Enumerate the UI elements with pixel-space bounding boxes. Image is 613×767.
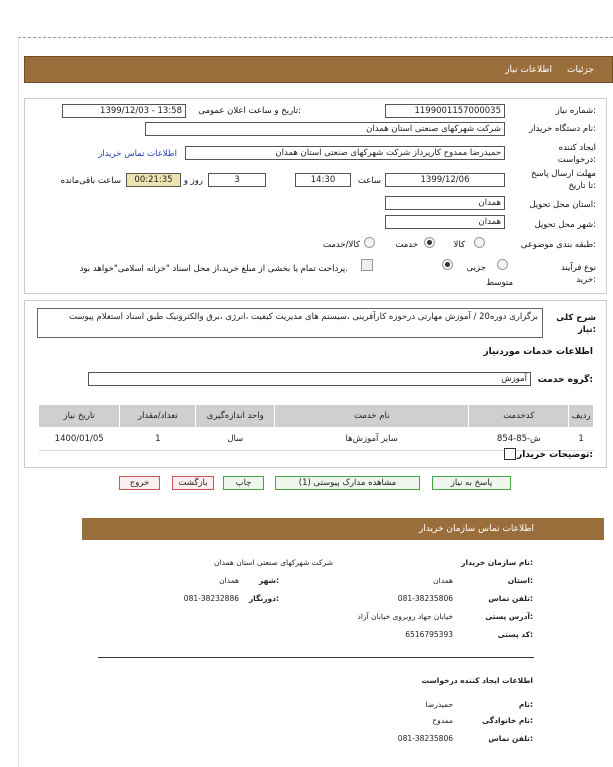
days-field: 3 xyxy=(208,173,266,187)
deadline-date-field: 1399/12/06 xyxy=(385,173,505,187)
category-service-radio[interactable] xyxy=(424,237,435,248)
creator-phone-value: 081-38235806 xyxy=(397,734,453,743)
province-field: همدان xyxy=(385,196,505,210)
creator-family-value: ممدوح xyxy=(432,716,453,725)
deadline-time-field: 14:30 xyxy=(295,173,351,187)
need-number-field: 1199001157000035 xyxy=(385,104,505,118)
creator-name-value: حمیدرضا xyxy=(425,700,453,709)
description-label: شرح کلی نیاز: xyxy=(556,313,596,335)
th-unit: واحد اندازه‌گیری xyxy=(196,405,275,428)
creator-label: ایجاد کننده درخواست: xyxy=(557,143,596,165)
time-label: ساعت xyxy=(357,176,381,186)
cell-name: سایر آموزش‌ها xyxy=(275,428,469,451)
cell-row: 1 xyxy=(569,428,594,451)
process-partial-radio[interactable] xyxy=(497,259,508,270)
th-code: کدخدمت xyxy=(469,405,569,428)
announce-field: 1399/12/03 - 13:58 xyxy=(62,104,186,118)
process-medium-label: متوسط xyxy=(486,278,513,288)
page-left-border xyxy=(18,37,19,767)
need-number-label: شماره نیاز: xyxy=(555,106,596,116)
cell-unit: سال xyxy=(196,428,275,451)
th-qty: تعداد/مقدار xyxy=(120,405,196,428)
services-table xyxy=(38,404,594,451)
payment-note: پرداخت تمام یا بخشی از مبلغ خرید،از محل اسناد "خزانه اسلامی"خواهد بود. xyxy=(79,264,348,274)
buyer-org-field: شرکت شهرکهای صنعتی استان همدان xyxy=(145,122,505,136)
reply-button[interactable]: پاسخ به نیاز xyxy=(432,476,511,490)
category-label: طبقه بندی موضوعی: xyxy=(520,240,596,250)
contact-org-value: شرکت شهرکهای صنعتی استان همدان xyxy=(214,558,333,567)
buyer-contact-link[interactable]: اطلاعات تماس خریدار xyxy=(98,149,177,159)
th-date: تاریخ نیاز xyxy=(39,405,120,428)
contact-postal-label: کد پستی: xyxy=(497,630,533,639)
city-label: شهر محل تحویل: xyxy=(534,220,596,230)
creator-section-title: اطلاعات ایجاد کننده درخواست xyxy=(421,676,533,685)
th-row: ردیف xyxy=(569,405,594,428)
process-partial-label: جزیی xyxy=(466,263,486,273)
contact-province-label: استان: xyxy=(507,576,533,585)
creator-field: حمیدرضا ممدوح کارپرداز شرکت شهرکهای صنعتی استان همدان xyxy=(185,146,505,160)
services-title: اطلاعات خدمات موردنیاز xyxy=(483,347,593,357)
category-both-label: کالا/خدمت xyxy=(323,240,360,250)
city-field: همدان xyxy=(385,215,505,229)
contact-postal-value: 6516795393 xyxy=(405,630,453,639)
process-label: نوع فرآیند خرید: xyxy=(560,263,596,285)
cell-qty: 1 xyxy=(120,428,196,451)
attachments-button[interactable]: مشاهده مدارک پیوستی (1) xyxy=(275,476,420,490)
service-group-field: آموزش xyxy=(88,372,531,386)
contact-header-bar xyxy=(82,518,604,540)
creator-phone-label: تلفن تماس: xyxy=(488,734,533,743)
contact-title: اطلاعات تماس سازمان خریدار xyxy=(418,524,534,534)
deadline-label: مهلت ارسال پاسخ تا تاریخ: xyxy=(531,169,596,191)
category-service-label: خدمت xyxy=(395,240,418,250)
contact-address-label: آدرس پستی: xyxy=(485,612,533,621)
cell-code: ش-85-854 xyxy=(469,428,569,451)
header-bar xyxy=(24,56,613,83)
remaining-time-field: 00:21:35 xyxy=(126,173,181,187)
tab-details[interactable]: جزئیات xyxy=(567,65,594,75)
description-text: برگزاری دوره20 / آموزش مهارتی درحوزه کارآفرینی ،سیستم های مدیریت کیفیت ،انرژی ،برق والکترونیک طبق اسناد استعلام پیوست xyxy=(37,308,543,338)
tab-need-info[interactable]: اطلاعات نیاز xyxy=(505,65,552,75)
th-name: نام خدمت xyxy=(275,405,469,428)
contact-org-label: نام سازمان خریدار: xyxy=(461,558,533,567)
contact-phone-value: 081-38235806 xyxy=(397,594,453,603)
contact-phone-label: تلفن تماس: xyxy=(488,594,533,603)
contact-fax-label: دورنگار: xyxy=(248,594,279,603)
day-label: روز و xyxy=(183,176,203,186)
creator-name-label: نام: xyxy=(518,700,533,709)
contact-fax-value: 081-38232886 xyxy=(183,594,239,603)
contact-city-label: شهر: xyxy=(259,576,279,585)
creator-family-label: نام خانوادگی: xyxy=(482,716,533,725)
contact-city-value: همدان xyxy=(219,576,239,585)
announce-label: تاریخ و ساعت اعلان عمومی: xyxy=(198,106,301,116)
category-goods-label: کالا xyxy=(453,240,465,250)
payment-checkbox[interactable] xyxy=(361,259,373,271)
contact-divider xyxy=(98,657,534,658)
contact-province-value: همدان xyxy=(433,576,453,585)
category-goods-radio[interactable] xyxy=(474,237,485,248)
back-button[interactable]: بازگشت xyxy=(172,476,214,490)
buyer-org-label: نام دستگاه خریدار: xyxy=(529,124,596,134)
service-group-label: گروه خدمت: xyxy=(537,375,593,385)
process-medium-radio[interactable] xyxy=(442,259,453,270)
cell-date: 1400/01/05 xyxy=(39,428,120,451)
contact-address-value: خیابان جهاد روبروی خیابان آزاد xyxy=(357,612,453,621)
remaining-label: ساعت باقی‌مانده xyxy=(60,176,121,186)
print-button[interactable]: چاپ xyxy=(223,476,264,490)
category-both-radio[interactable] xyxy=(364,237,375,248)
province-label: استان محل تحویل: xyxy=(529,200,596,210)
buyer-notes-checkbox[interactable] xyxy=(504,448,516,460)
top-divider xyxy=(18,37,613,38)
buyer-notes-label: توضیحات خریدار: xyxy=(517,450,593,460)
exit-button[interactable]: خروج xyxy=(119,476,160,490)
table-header-row xyxy=(39,405,594,428)
